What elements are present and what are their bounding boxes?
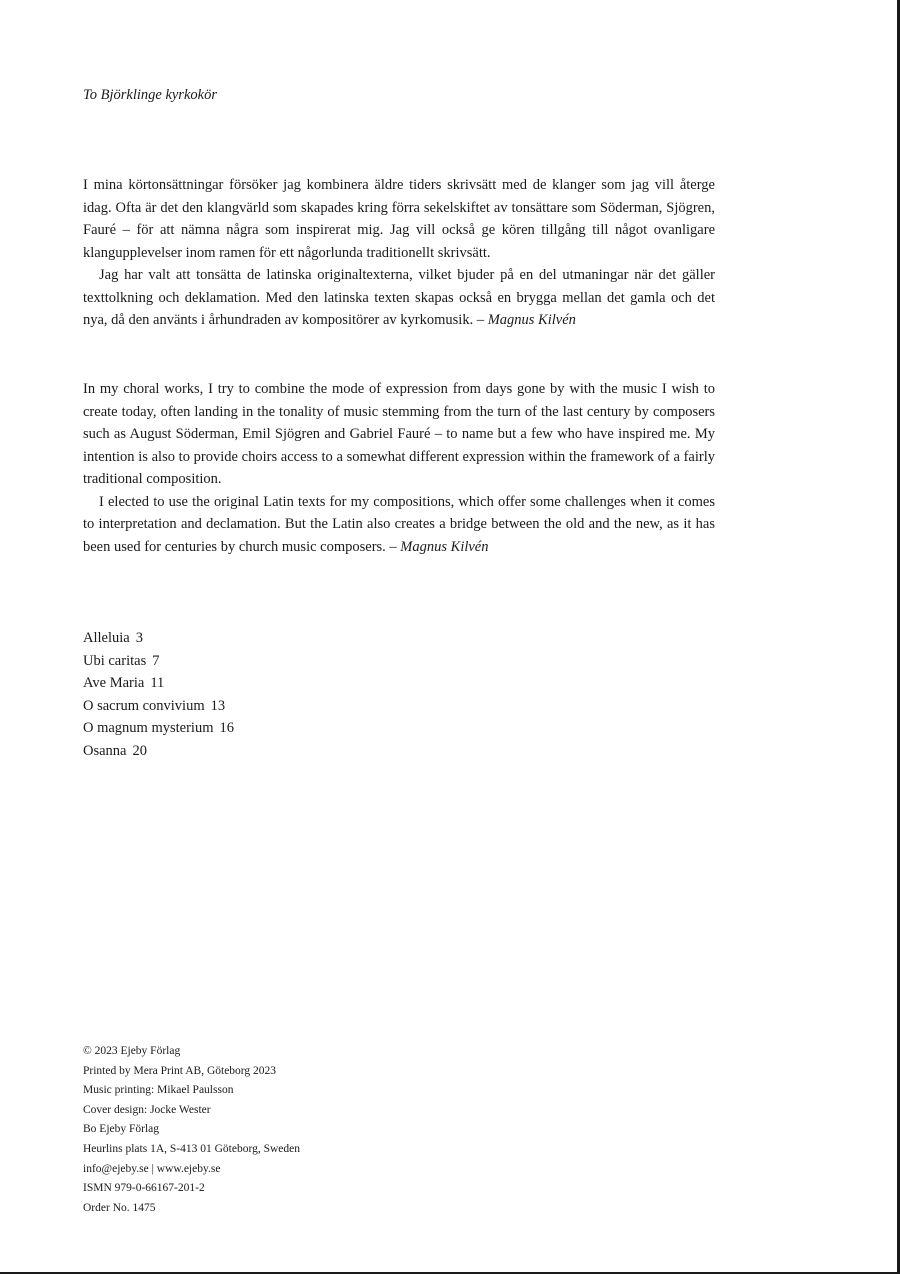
swedish-paragraph-2-text: Jag har valt att tonsätta de latinska originaltexterna, vilket bjuder på en del utmaningar när det gäller texttolkning och deklamation. Med den latinska texten skapas också en brygga mellan det gamla och det nya, då den använts i århundraden av kompositörer av kyrkomusik. – (83, 267, 715, 328)
cover-design-line: Cover design: Jocke Wester (83, 1103, 211, 1116)
toc-page-number: 16 (219, 720, 234, 737)
swedish-signature: Magnus Kilvén (487, 312, 576, 328)
swedish-paragraph-1: I mina körtonsättningar försöker jag kombinera äldre tiders skrivsätt med de klanger som jag vill återge idag. Ofta är det den klangvärld som skapades kring förra sekelskiftet av tonsättare som Söderman, Sjögren, Fauré – för att nämna några som inspirerat mig. Jag vill också ge kören tillgång till något ovanligare klangupplevelser inom ramen för ett någorlunda traditionellt skrivsätt. (83, 177, 715, 261)
toc-item (83, 695, 234, 718)
toc-page-number: 7 (152, 652, 160, 669)
english-paragraph-2 (83, 491, 715, 559)
swedish-preface (83, 174, 715, 332)
swedish-paragraph-2 (83, 264, 715, 332)
publisher-line: Bo Ejeby Förlag (83, 1123, 160, 1136)
address-line: Heurlins plats 1A, S-413 01 Göteborg, Sweden (83, 1142, 300, 1155)
toc-title: Ubi caritas (83, 652, 147, 669)
toc-item (83, 740, 234, 763)
toc-item (83, 717, 234, 740)
english-preface (83, 378, 715, 558)
english-paragraph-1: In my choral works, I try to combine the mode of expression from days gone by with the music I wish to create today, often landing in the tonality of music stemming from the turn of the last century by composers such as August Söderman, Emil Sjögren and Gabriel Fauré – to name but a few who have inspired me. My intention is also to provide choirs access to a somewhat different expression within the framework of a fairly traditional composition. (83, 381, 715, 487)
toc-page-number: 3 (135, 630, 143, 646)
ismn-line: ISMN 979-0-66167-201-2 (83, 1182, 205, 1195)
printer-line: Printed by Mera Print AB, Göteborg 2023 (83, 1064, 277, 1077)
toc-title: Osanna (83, 742, 127, 759)
toc-item (83, 650, 234, 673)
toc-title: O magnum mysterium (83, 720, 214, 737)
toc-title: Ave Maria (83, 675, 145, 692)
music-printing-line: Music printing: Mikael Paulsson (83, 1084, 234, 1097)
dedication: To Björklinge kyrkokör (83, 87, 217, 103)
english-paragraph-2-text: I elected to use the original Latin texts for my compositions, which offer some challenges when it comes to interpretation and declamation. But the Latin also creates a bridge between the old and the new, as it has been used for centuries by church music composers. – (83, 493, 715, 555)
toc-page-number: 13 (210, 697, 226, 714)
copyright-line: © 2023 Ejeby Förlag (83, 1045, 181, 1057)
english-signature: Magnus Kilvén (400, 538, 489, 555)
toc-page-number: 20 (132, 742, 147, 759)
colophon (83, 1042, 300, 1218)
toc-title: Alleluia (83, 630, 130, 646)
toc-page-number: 11 (150, 675, 165, 692)
toc-title: O sacrum convivium (83, 697, 205, 714)
contact-line: info@ejeby.se | www.ejeby.se (83, 1162, 221, 1175)
table-of-contents (83, 627, 234, 763)
toc-item (83, 672, 234, 695)
order-number-line: Order No. 1475 (83, 1201, 156, 1214)
toc-item (83, 627, 234, 650)
